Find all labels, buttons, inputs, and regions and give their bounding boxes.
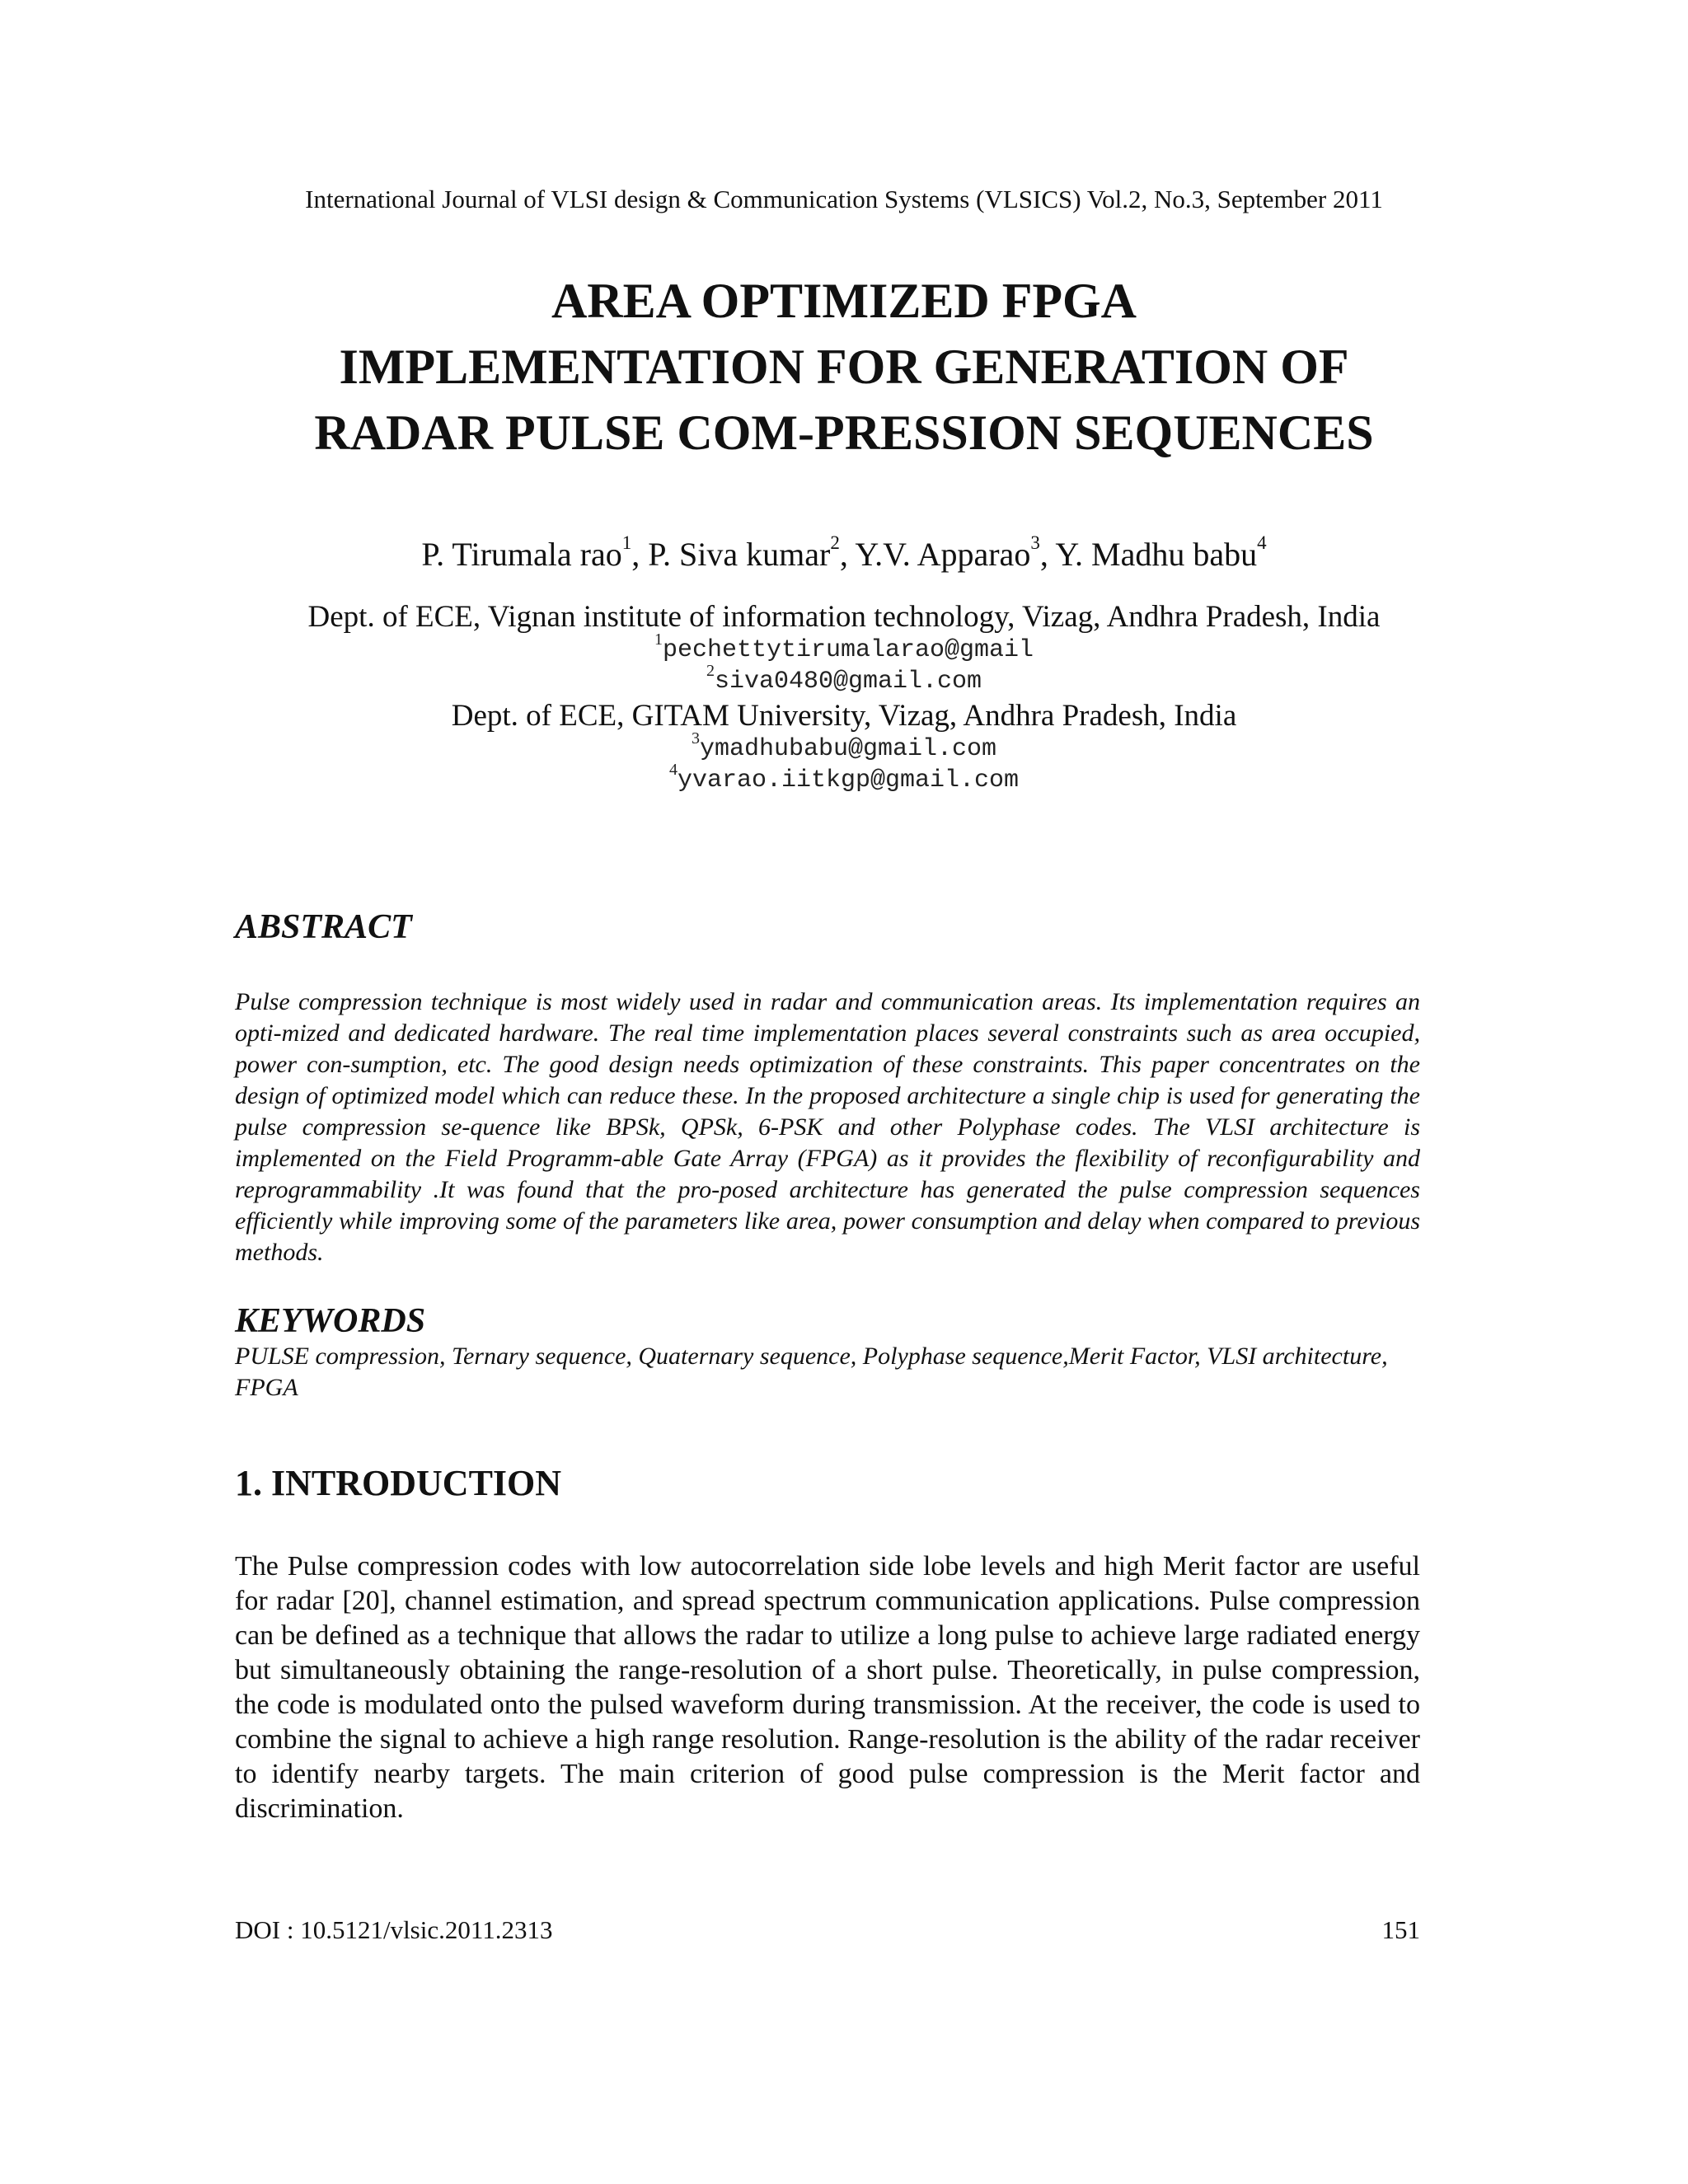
author-mark: 2 — [830, 532, 840, 553]
keywords-text: PULSE compression, Ternary sequence, Quaternary sequence, Polyphase sequence,Merit Factor, VLSI architecture, FPGA — [235, 1343, 1388, 1401]
email-address: ymadhubabu@gmail.com — [699, 735, 997, 763]
paper-title — [165, 268, 1523, 466]
introduction-heading: 1. INTRODUCTION — [235, 1463, 562, 1503]
email-mark: 3 — [691, 729, 700, 748]
title-line: IMPLEMENTATION FOR GENERATION OF — [339, 340, 1349, 394]
abstract-text: Pulse compression technique is most widely used in radar and communication areas. Its implementation requires an opti-mized and dedicated hardware. The real time implementation places several constraints such as area occupied, power con-sumption, etc. The good design needs optimization of these constraints. This paper concentrates on the design of optimized model which can reduce these. In the proposed architecture a single chip is used for generating the pulse compression se-quence like BPSk, QPSk, 6-PSK and other Polyphase codes. The VLSI architecture is implemented on the Field Programm-able Gate Array (FPGA) as it provides the flexibility of reconfigurability and reprogrammability .It was found that the pro-posed architecture has generated the pulse compression sequences efficiently while improving some of the parameters like area, power consumption and delay when compared to previous methods. — [235, 988, 1420, 1266]
keywords-heading: KEYWORDS — [235, 1302, 426, 1340]
author-list — [0, 532, 1688, 577]
email-address: siva0480@gmail.com — [714, 668, 982, 696]
page-number: 151 — [1381, 1915, 1420, 1944]
doi-footer: DOI : 10.5121/vlsic.2011.2313 — [235, 1915, 553, 1944]
email-mark: 1 — [654, 630, 663, 649]
author-name: P. Tirumala rao — [421, 536, 622, 573]
author-email — [0, 761, 1688, 795]
author-mark: 4 — [1257, 532, 1267, 553]
email-mark: 4 — [668, 761, 678, 779]
running-header: International Journal of VLSI design & Communication Systems (VLSICS) Vol.2, No.3, September 2011 — [305, 185, 1383, 213]
title-line: RADAR PULSE COM-PRESSION SEQUENCES — [314, 405, 1374, 460]
author-name: Y. Madhu babu — [1055, 536, 1258, 573]
author-mark: 1 — [621, 532, 632, 553]
author-email — [0, 729, 1688, 764]
author-name: P. Siva kumar — [648, 536, 831, 573]
author-separator: , — [631, 536, 649, 573]
affiliation-vignan: Dept. of ECE, Vignan institute of information technology, Vizag, Andhra Pradesh, India — [307, 600, 1381, 634]
abstract-heading: ABSTRACT — [235, 908, 412, 946]
author-separator: , — [1039, 536, 1056, 573]
introduction-text: The Pulse compression codes with low autocorrelation side lobe levels and high Merit factor are useful for radar [20], channel estimation, and spread spectrum communication applications. Pulse compression can be defined as a technique that allows the radar to utilize a long pulse to achieve large radiated energy but simultaneously obtaining the range-resolution of a short pulse. Theoretically, in pulse compression, the code is modulated onto the pulsed waveform during transmission. At the receiver, the code is used to combine the signal to achieve a high range resolution. Range-resolution is the ability of the radar receiver to identify nearby targets. The main criterion of good pulse compression is the Merit factor and discrimination. — [235, 1551, 1420, 1824]
author-separator: , — [839, 536, 856, 573]
author-mark: 3 — [1030, 532, 1040, 553]
email-mark: 2 — [706, 662, 715, 680]
affiliation-gitam: Dept. of ECE, GITAM University, Vizag, Andhra Pradesh, India — [451, 699, 1237, 733]
email-address: pechettytirumalarao@gmail — [662, 636, 1034, 664]
author-email — [0, 630, 1688, 665]
author-email — [0, 662, 1688, 696]
title-line: AREA OPTIMIZED FPGA — [551, 274, 1137, 328]
author-name: Y.V. Apparao — [855, 536, 1031, 573]
email-address: yvarao.iitkgp@gmail.com — [677, 766, 1020, 794]
